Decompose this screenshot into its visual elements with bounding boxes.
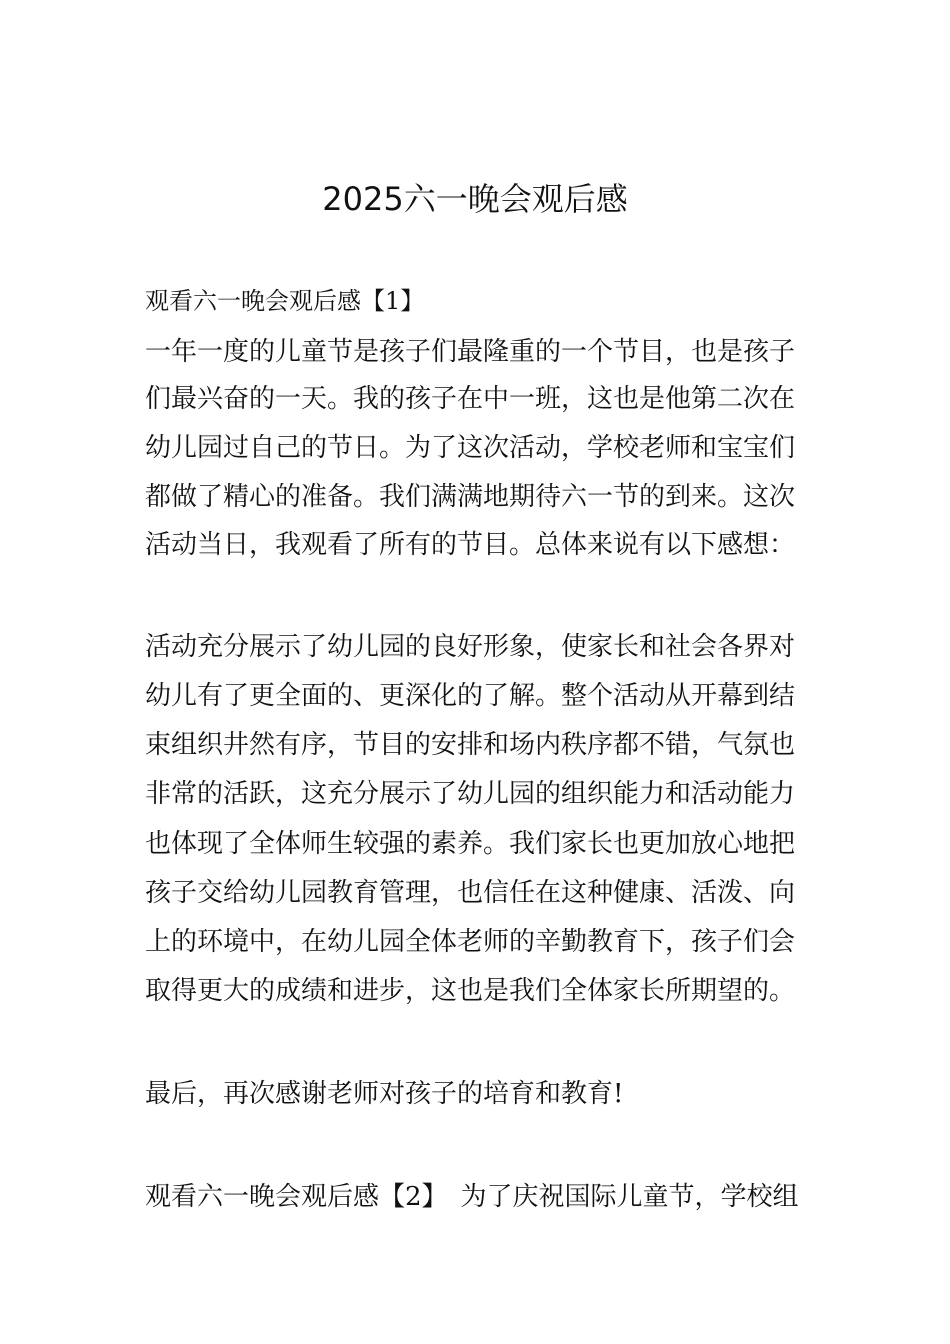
paragraph-line: 幼儿园过自己的节日。为了这次活动，学校老师和宝宝们 [145,433,796,463]
paragraph-line: 束组织井然有序，节目的安排和场内秩序都不错，气氛也 [145,730,796,760]
section-heading-inline: 观看六一晚会观后感【2】 为了庆祝国际儿童节，学校组 [145,1182,799,1212]
paragraph-line: 幼儿有了更全面的、更深化的了解。整个活动从开幕到结 [145,681,796,711]
paragraph-line: 也体现了全体师生较强的素养。我们家长也更加放心地把 [145,829,796,859]
paragraph-line: 孩子交给幼儿园教育管理，也信任在这种健康、活泼、向 [145,878,796,908]
paragraph-line: 们最兴奋的一天。我的孩子在中一班，这也是他第二次在 [145,384,796,414]
paragraph-line: 活动充分展示了幼儿园的良好形象，使家长和社会各界对 [145,632,796,662]
paragraph-line: 取得更大的成绩和进步，这也是我们全体家长所期望的。 [145,976,796,1006]
paragraph-line: 非常的活跃，这充分展示了幼儿园的组织能力和活动能力 [145,779,796,809]
paragraph-line: 最后，再次感谢老师对孩子的培育和教育! [145,1079,624,1109]
paragraph-line: 上的环境中，在幼儿园全体老师的辛勤教育下，孩子们会 [145,927,796,957]
paragraph-line: 一年一度的儿童节是孩子们最隆重的一个节目，也是孩子 [145,337,796,367]
paragraph-line: 都做了精心的准备。我们满满地期待六一节的到来。这次 [145,482,796,512]
paragraph-line: 活动当日，我观看了所有的节目。总体来说有以下感想： [145,530,796,560]
page-title: 2025六一晚会观后感 [322,180,628,218]
section-heading: 观看六一晚会观后感【1】 [145,287,425,315]
